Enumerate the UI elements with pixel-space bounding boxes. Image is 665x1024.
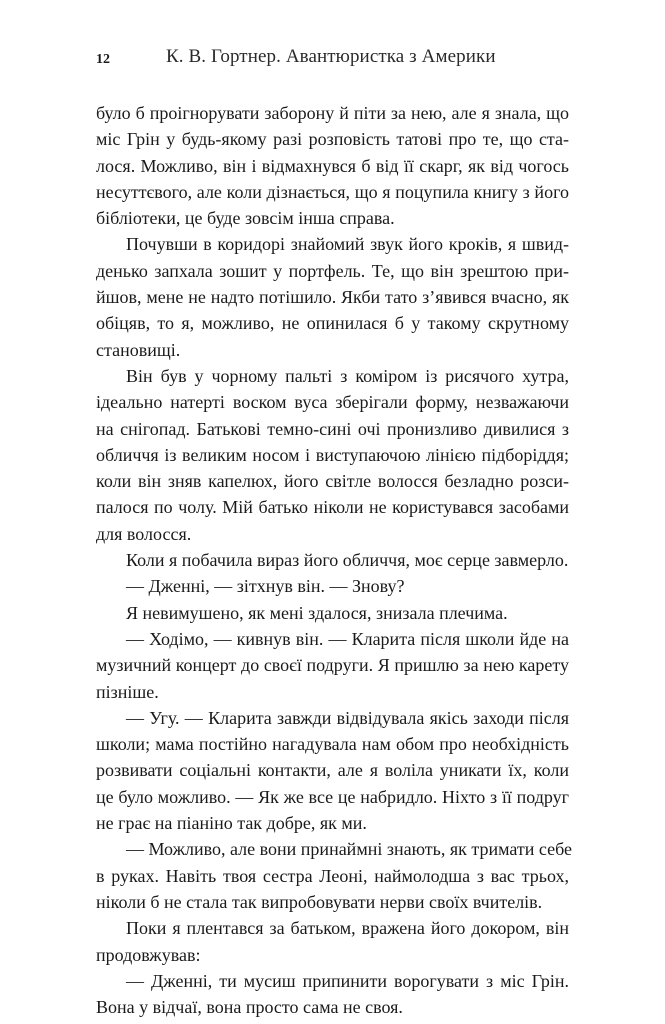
text-line: продовжував: bbox=[96, 944, 201, 965]
text-line: пізніше. bbox=[96, 681, 159, 702]
text-line: міс Грін у будь-якому разі розповість татові про те, що ста- bbox=[96, 129, 569, 150]
text-line: це було можливо. — Як же все це набридло. Ніхто з її подруг bbox=[96, 786, 569, 807]
text-line: обличчя із великим носом і виступаючою лінією підборіддя; bbox=[96, 444, 569, 465]
text-line: ідеально натерті воском вуса зберігали форму, незважаючи bbox=[96, 392, 569, 413]
text-line: — Дженні, ти мусиш припинити ворогувати з міс Грін. bbox=[126, 970, 569, 991]
text-line: обіцяв, то я, можливо, не опинилася б у такому скрутному bbox=[96, 313, 569, 334]
text-line: бібліотеки, це буде зовсім інша справа. bbox=[96, 208, 395, 229]
text-line: — Ходімо, — кивнув він. — Кларита після школи йде на bbox=[126, 628, 569, 649]
text-line: було б проігнорувати заборону й піти за нею, але я знала, що bbox=[96, 103, 569, 123]
text-line: лося. Можливо, він і відмахнувся б від її скарг, як від чогось bbox=[96, 155, 569, 176]
text-line: Він був у чорному пальті з коміром із рисячого хутра, bbox=[126, 365, 569, 386]
text-line: — Дженні, — зітхнув він. — Знову? bbox=[126, 576, 405, 597]
text-line: на снігопад. Батькові темно-сині очі пронизливо дивилися з bbox=[96, 418, 569, 439]
text-line: денько запхала зошит у портфель. Те, що він зрештою при- bbox=[96, 260, 569, 281]
text-line: Почувши в коридорі знайомий звук його кроків, я швид- bbox=[126, 234, 569, 255]
text-line: Коли я побачила вираз його обличчя, моє серце завмерло. bbox=[126, 550, 569, 571]
text-line: йшов, мене не надто потішило. Якби тато з’явився вчасно, як bbox=[96, 287, 569, 308]
text-line: коли він зняв капелюх, його світле волосся безладно розси- bbox=[96, 471, 569, 492]
text-line: музичний концерт до своєї подруги. Я пришлю за нею карету bbox=[96, 655, 569, 676]
text-line: ніколи б не стала так випробовувати нерви своїх вчителів. bbox=[96, 891, 543, 912]
text-line: палося по чолу. Мій батько ніколи не користувався засобами bbox=[96, 497, 569, 518]
text-line: для волосся. bbox=[96, 523, 192, 544]
page-number: 12 bbox=[96, 52, 110, 67]
text-line: в руках. Навіть твоя сестра Леоні, наймолодша з вас трьох, bbox=[96, 865, 569, 886]
running-title: К. В. Гортнер. Авантюристка з Америки bbox=[166, 46, 496, 67]
text-line: розвивати соціальні контакти, але я воліла уникати їх, коли bbox=[96, 760, 569, 781]
body-text bbox=[96, 100, 573, 1020]
text-line: становищі. bbox=[96, 339, 181, 360]
text-line: Я невимушено, як мені здалося, знизала плечима. bbox=[126, 602, 508, 623]
text-line: — Можливо, але вони принаймні знають, як тримати себе bbox=[126, 839, 573, 860]
text-line: несуттєвого, але коли дізнається, що я поцупила книгу з його bbox=[96, 181, 569, 202]
text-line: школи; мама постійно нагадувала нам обом про необхідність bbox=[96, 734, 569, 755]
text-line: не грає на піаніно так добре, як ми. bbox=[96, 813, 367, 834]
running-header bbox=[96, 46, 569, 76]
text-line: — Угу. — Кларита завжди відвідувала якісь заходи після bbox=[126, 707, 569, 728]
text-line: Вона у відчаї, вона просто сама не своя. bbox=[96, 997, 403, 1018]
text-line: Поки я плентався за батьком, вражена його докором, він bbox=[126, 918, 569, 939]
